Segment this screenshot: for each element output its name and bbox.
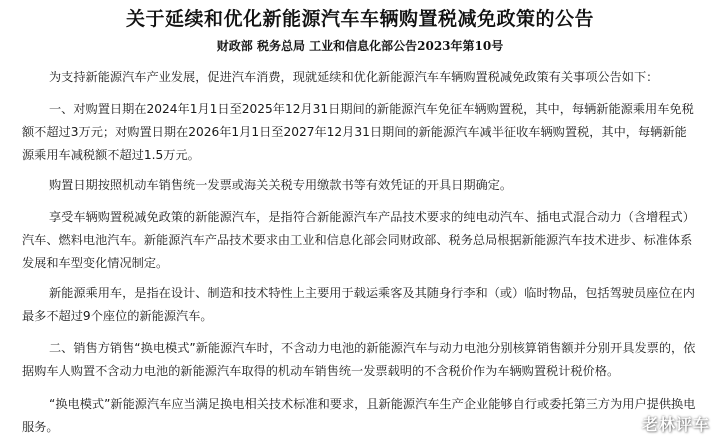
paragraph-battery-swap — [22, 393, 698, 439]
paragraph-text: 购置日期按照机动车销售统一发票或海关关税专用缴款书等有效凭证的开具日期确定。 — [49, 178, 513, 192]
paragraph-purchase-date — [22, 174, 698, 197]
paragraph-intro — [22, 66, 698, 89]
paragraph-text: 新能源乘用车，是指在设计、制造和技术特性上主要用于载运乘客及其随身行李和（或）临时物品，包括驾驶员座位在内最多不超过9个座位的新能源汽车。 — [22, 286, 695, 323]
document-title: 关于延续和优化新能源汽车车辆购置税减免政策的公告 — [125, 8, 594, 30]
paragraph-text: 二、销售方销售“换电模式”新能源汽车时，不含动力电池的新能源汽车与动力电池分别核算销售额并分别开具发票的，依据购车人购置不含动力电池的新能源汽车取得的机动车销售统一发票载明的不含税价作为车辆购置税计税价格。 — [22, 341, 696, 378]
document-subtitle: 财政部 税务总局 工业和信息化部公告2023年第10号 — [216, 39, 504, 53]
paragraph-article-2 — [22, 337, 698, 383]
paragraph-text: 一、对购置日期在2024年1月1日至2025年12月31日期间的新能源汽车免征车辆购置税，其中，每辆新能源乘用车免税额不超过3万元；对购置日期在2026年1月1日至2027年12月31日期间的新能源汽车减半征收车辆购置税，其中，每辆新能源乘用车减税额不超过1.5万元。 — [22, 102, 694, 162]
paragraph-nev-definition — [22, 206, 698, 275]
paragraph-passenger-car — [22, 282, 698, 328]
paragraph-text: “换电模式”新能源汽车应当满足换电相关技术标准和要求，且新能源汽车生产企业能够自行或委托第三方为用户提供换电服务。 — [22, 397, 696, 434]
watermark: 老林评车 — [641, 415, 710, 434]
paragraph-text: 为支持新能源汽车产业发展，促进汽车消费，现就延续和优化新能源汽车车辆购置税减免政策有关事项公告如下： — [49, 70, 659, 84]
paragraph-text: 享受车辆购置税减免政策的新能源汽车，是指符合新能源汽车产品技术要求的纯电动汽车、插电式混合动力（含增程式）汽车、燃料电池汽车。新能源汽车产品技术要求由工业和信息化部会同财政部、税务总局根据新能源汽车技术进步、标准体系发展和车型变化情况制定。 — [22, 210, 695, 270]
paragraph-article-1 — [22, 98, 698, 167]
